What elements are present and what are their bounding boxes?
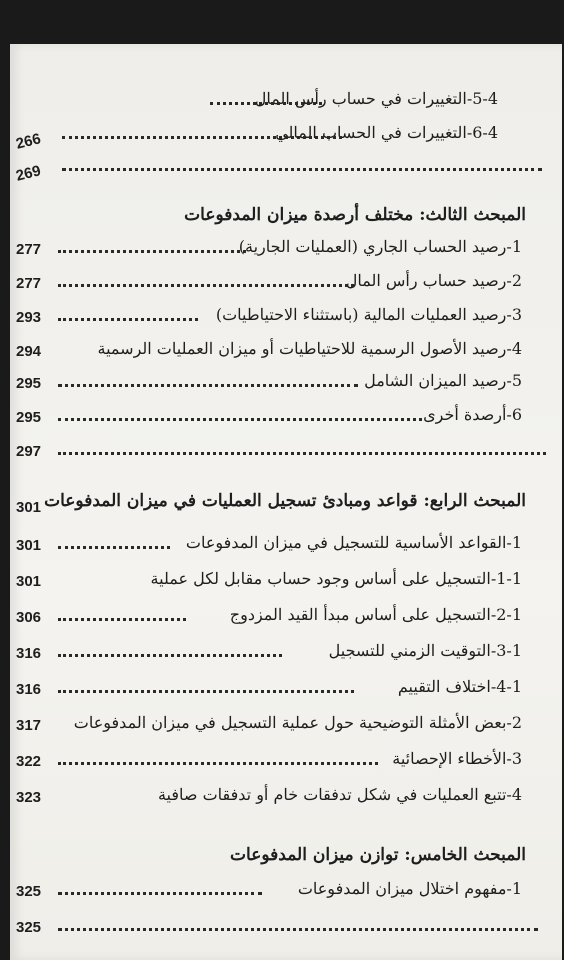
page-number: 277 [16,275,42,292]
toc-entry [10,600,562,634]
toc-entry [10,84,562,118]
toc-entry-label: 2-بعض الأمثلة التوضيحية حول عملية التسجيل في ميزان المدفوعات [73,713,522,732]
toc-entry [10,366,562,400]
page-number: 297 [16,443,42,460]
toc-entry-label: 6-4-التغييرات في الحساب المالي [275,123,498,142]
page-number: 295 [16,409,42,426]
section-heading-label: المبحث الخامس: توازن ميزان المدفوعات [230,845,526,865]
section-heading-label: المبحث الرابع: قواعد ومبادئ تسجيل العمليات في ميزان المدفوعات [44,491,526,511]
leader-dots [58,250,246,253]
toc-entry [10,334,562,368]
page-number: 295 [16,375,42,392]
toc-entry [10,744,562,778]
toc-entry-label: 5-4-التغييرات في حساب رأس المال [254,89,498,108]
page-number: 277 [16,241,42,258]
toc-entry-label: 3-رصيد العمليات المالية (باستثناء الاحتياطيات) [215,305,522,324]
leader-dots [58,418,422,421]
toc-entry [10,232,562,266]
leader-dots [58,654,282,657]
leader-dots [58,384,358,387]
toc-entry-label: 1-1-التسجيل على أساس وجود حساب مقابل لكل عملية [150,569,522,588]
toc-entry-label: 5-رصيد الميزان الشامل [364,371,522,390]
toc-entry [10,708,562,742]
page-number: 301 [16,499,42,516]
page-number: 293 [16,309,42,326]
leader-dots [58,618,186,621]
leader-dots [210,102,322,105]
page-number: 301 [16,573,42,590]
leader-dots [62,136,342,139]
toc-entry-label: 4-تتبع العمليات في شكل تدفقات خام أو تدفقات صافية [157,785,522,804]
page-number: 316 [16,645,42,662]
leader-dots [58,892,262,895]
leader-dots [62,168,542,171]
leader-dots [58,546,170,549]
page-number: 301 [16,537,42,554]
book-page [10,44,562,960]
leader-dots [58,690,354,693]
toc-entry-label: 4-رصيد الأصول الرسمية للاحتياطيات أو ميزان العمليات الرسمية [97,339,522,358]
toc-entry-label: 6-أرصدة أخرى [423,405,522,424]
page-number: 317 [16,717,42,734]
toc-entry-label: 4-1-اختلاف التقييم [397,677,522,696]
leader-dots [58,452,546,455]
section-heading [10,486,562,520]
page-number: 294 [16,343,42,360]
toc-entry [10,910,562,944]
leader-dots [58,318,198,321]
toc-entry-label: 2-1-التسجيل على أساس مبدأ القيد المزدوج [229,605,522,624]
toc-entry [10,300,562,334]
toc-entry [10,118,562,152]
section-heading [10,200,562,234]
page-number: 322 [16,753,42,770]
toc-entry-label: 2-رصيد حساب رأس المال [345,271,522,290]
section-heading-label: المبحث الثالث: مختلف أرصدة ميزان المدفوعات [184,205,526,225]
toc-entry-label: 3-1-التوقيت الزمني للتسجيل [328,641,522,660]
toc-entry [10,636,562,670]
page-number: 325 [16,919,42,936]
toc-entry-label: 3-الأخطاء الإحصائية [392,749,522,768]
toc-entry [10,400,562,434]
toc-entry [10,266,562,300]
page-number: 316 [16,681,42,698]
toc-entry [10,564,562,598]
toc-entry-label: 1-رصيد الحساب الجاري (العمليات الجارية) [238,237,522,256]
toc-entry [10,528,562,562]
section-heading [10,840,562,874]
leader-dots [58,928,538,931]
toc-entry [10,672,562,706]
page-number: 266 [14,130,43,153]
toc-entry-label: 1-القواعد الأساسية للتسجيل في ميزان المدفوعات [185,533,522,552]
toc-entry [10,434,562,468]
toc-entry-label: 1-مفهوم اختلال ميزان المدفوعات [297,879,522,898]
leader-dots [58,762,378,765]
leader-dots [58,284,354,287]
page-number: 269 [14,162,43,185]
page-number: 306 [16,609,42,626]
toc-entry [10,874,562,908]
toc-entry [10,780,562,814]
toc-entry [10,152,562,186]
page-number: 323 [16,789,42,806]
page-number: 325 [16,883,42,900]
